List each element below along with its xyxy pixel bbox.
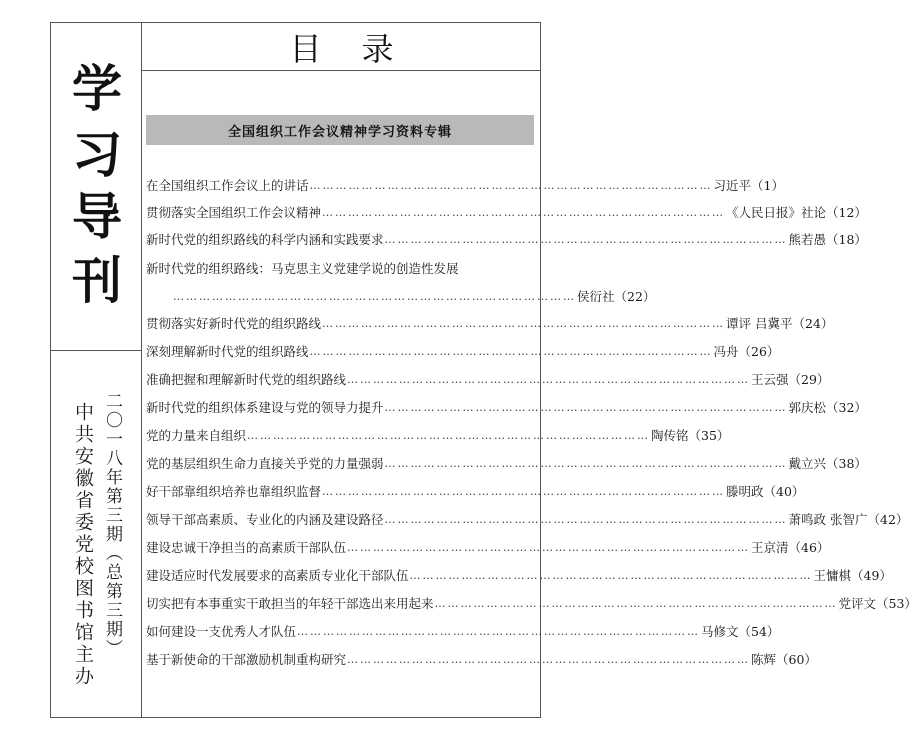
- toc-entry-title: 贯彻落实全国组织工作会议精神: [146, 205, 322, 220]
- toc-entry-title: 切实把有本事重实干敢担当的年轻干部选出来用起来: [146, 596, 434, 611]
- toc-leader-dots: …………………………………………………………………………………: [384, 456, 788, 470]
- toc-leader-dots: …………………………………………………………………………………: [322, 205, 726, 219]
- toc-entry[interactable]: [146, 369, 830, 389]
- toc-leader-dots: …………………………………………………………………………………: [347, 540, 751, 554]
- toc-entry[interactable]: [146, 313, 834, 333]
- masthead-char-1: 学: [72, 59, 122, 118]
- toc-entry[interactable]: [146, 229, 867, 249]
- toc-entry-author-page: 谭评 吕冀平（24）: [726, 316, 834, 331]
- masthead-char-3: 导: [72, 187, 122, 246]
- toc-leader-dots: …………………………………………………………………………………: [409, 568, 813, 582]
- toc-entry-author-page: 党评文（53）: [838, 596, 917, 611]
- toc-leader-dots: …………………………………………………………………………………: [297, 624, 701, 638]
- toc-entry-title: 领导干部高素质、专业化的内涵及建设路径: [146, 512, 384, 527]
- toc-leader-dots: …………………………………………………………………………………: [384, 400, 788, 414]
- title-divider: [142, 70, 541, 71]
- toc-entry-title: 新时代党的组织路线：马克思主义党建学说的创造性发展: [146, 261, 459, 276]
- toc-entry[interactable]: [146, 593, 917, 613]
- toc-entry[interactable]: [146, 341, 780, 361]
- toc-entry-title: 基于新使命的干部激励机制重构研究: [146, 652, 347, 667]
- toc-entry-author-page: 《人民日报》社论（12）: [726, 205, 867, 220]
- toc-entry[interactable]: [146, 397, 867, 417]
- toc-leader-dots: …………………………………………………………………………………: [347, 372, 751, 386]
- toc-entry-author-page: 王慵棋（49）: [813, 568, 892, 583]
- toc-leader-dots: …………………………………………………………………………………: [384, 512, 788, 526]
- page-title: 目录: [289, 30, 434, 68]
- toc-entry[interactable]: [146, 453, 867, 473]
- toc-leader-dots: …………………………………………………………………………………: [322, 484, 726, 498]
- masthead-char-2: 习: [72, 125, 122, 184]
- issue-info: 二〇一八年第三期（总第三期）: [102, 392, 122, 658]
- toc-entry-author-page: 习近平（1）: [713, 178, 784, 193]
- toc-entry-title: 在全国组织工作会议上的讲话: [146, 178, 309, 193]
- toc-entry-title: 建设适应时代发展要求的高素质专业化干部队伍: [146, 568, 409, 583]
- toc-entry-title: 建设忠诚干净担当的高素质干部队伍: [146, 540, 347, 555]
- toc-entry[interactable]: [146, 286, 656, 306]
- toc-leader-dots: …………………………………………………………………………………: [322, 316, 726, 330]
- toc-entry[interactable]: [146, 565, 892, 585]
- toc-entry-author-page: 陶传铭（35）: [651, 428, 730, 443]
- toc-entry-author-page: 王京清（46）: [751, 540, 830, 555]
- toc-entry-title: 如何建设一支优秀人才队伍: [146, 624, 297, 639]
- toc-entry-author-page: 郭庆松（32）: [788, 400, 867, 415]
- toc-entry[interactable]: [146, 175, 784, 195]
- publisher: 中共安徽省委党校图书馆主办: [72, 402, 94, 688]
- masthead-char-4: 刊: [72, 251, 122, 310]
- toc-entry[interactable]: [146, 649, 817, 669]
- toc-leader-dots: …………………………………………………………………………………: [173, 289, 576, 303]
- toc-entry-author-page: 王云强（29）: [751, 372, 830, 387]
- toc-leader-dots: …………………………………………………………………………………: [309, 344, 713, 358]
- toc-entry-title: 好干部靠组织培养也靠组织监督: [146, 484, 322, 499]
- toc-entry-author-page: 戴立兴（38）: [788, 456, 867, 471]
- toc-entry-author-page: 滕明政（40）: [726, 484, 805, 499]
- toc-entry-title: 党的力量来自组织: [146, 428, 247, 443]
- toc-entry[interactable]: [146, 481, 805, 501]
- masthead-divider: [50, 350, 142, 351]
- toc-entry-title: 准确把握和理解新时代党的组织路线: [146, 372, 347, 387]
- toc-entry-title: 新时代党的组织路线的科学内涵和实践要求: [146, 232, 384, 247]
- toc-leader-dots: …………………………………………………………………………………: [347, 652, 751, 666]
- toc-entry-title: 新时代党的组织体系建设与党的领导力提升: [146, 400, 384, 415]
- toc-entry[interactable]: [146, 537, 830, 557]
- toc-entry-author-page: 侯衍社（22）: [577, 289, 656, 304]
- section-banner: 全国组织工作会议精神学习资料专辑: [146, 115, 534, 145]
- toc-entry[interactable]: [146, 425, 730, 445]
- toc-entry[interactable]: [146, 621, 780, 641]
- toc-entry-title: 党的基层组织生命力直接关乎党的力量强弱: [146, 456, 384, 471]
- toc-leader-dots: …………………………………………………………………………………: [247, 428, 651, 442]
- toc-entry-author-page: 冯舟（26）: [713, 344, 780, 359]
- toc-entry-author-page: 萧鸣政 张智广（42）: [788, 512, 909, 527]
- toc-entry-author-page: 陈辉（60）: [751, 652, 817, 667]
- toc-entry[interactable]: [146, 202, 867, 222]
- toc-entry-title: 贯彻落实好新时代党的组织路线: [146, 316, 322, 331]
- toc-entry[interactable]: [146, 258, 533, 278]
- toc-entry-author-page: 马修文（54）: [701, 624, 780, 639]
- toc-leader-dots: …………………………………………………………………………………: [434, 596, 838, 610]
- toc-leader-dots: …………………………………………………………………………………: [309, 178, 713, 192]
- toc-entry-author-page: 熊若愚（18）: [788, 232, 867, 247]
- toc-leader-dots: …………………………………………………………………………………: [384, 232, 788, 246]
- toc-entry[interactable]: [146, 509, 909, 529]
- toc-entry-title: 深刻理解新时代党的组织路线: [146, 344, 309, 359]
